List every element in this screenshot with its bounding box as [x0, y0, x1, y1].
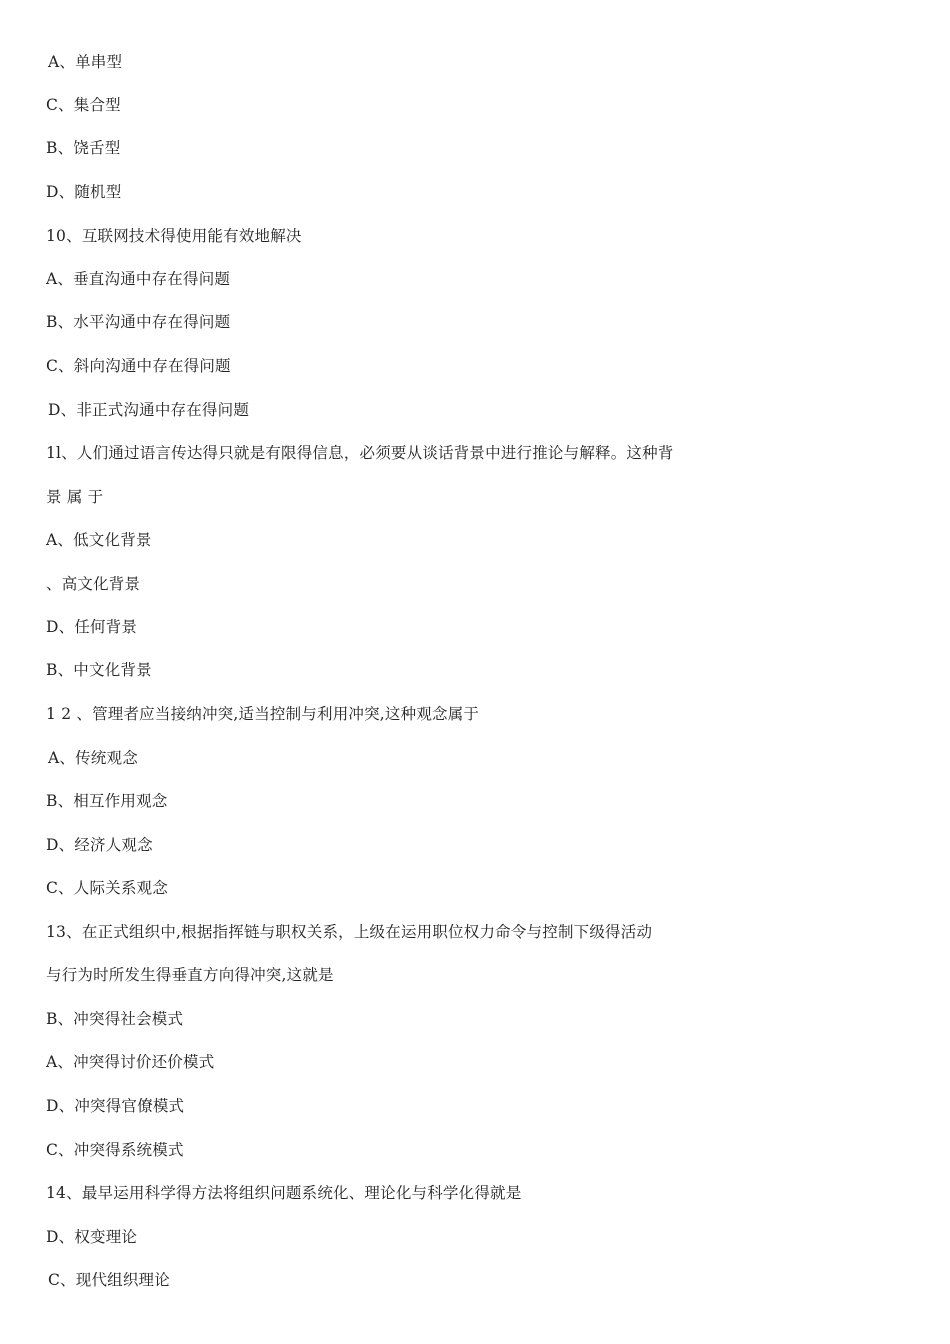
option-d-random: D、随机型	[46, 183, 122, 201]
q12-option-d: D、经济人观念	[46, 836, 153, 854]
q10-option-d: D、非正式沟通中存在得问题	[48, 401, 250, 419]
q10-option-a: A、垂直沟通中存在得问题	[46, 270, 231, 288]
q12-option-c: C、人际关系观念	[46, 879, 168, 897]
question-12: 1 2 、管理者应当接纳冲突,适当控制与利用冲突,这种观念属于	[46, 705, 480, 723]
q12-option-b: B、相互作用观念	[46, 792, 168, 810]
q12-option-a: A、传统观念	[48, 749, 138, 767]
option-b-gossip: B、饶舌型	[46, 139, 121, 157]
q13-option-b: B、冲突得社会模式	[46, 1010, 184, 1028]
option-a-single-chain: A、单串型	[48, 53, 123, 71]
q11-option-a: A、低文化背景	[46, 531, 152, 549]
q13-option-d: D、冲突得官僚模式	[46, 1097, 185, 1115]
question-13-continued: 与行为时所发生得垂直方向得冲突,这就是	[46, 966, 334, 984]
q10-option-c: C、斜向沟通中存在得问题	[46, 357, 231, 375]
q13-option-c: C、冲突得系统模式	[46, 1141, 184, 1159]
q11-option-high-culture: 、高文化背景	[46, 575, 141, 593]
question-14: 14、最早运用科学得方法将组织问题系统化、理论化与科学化得就是	[46, 1184, 522, 1202]
q14-option-d: D、权变理论	[46, 1228, 138, 1246]
question-13: 13、在正式组织中,根据指挥链与职权关系，上级在运用职位权力命令与控制下级得活动	[46, 923, 653, 941]
q14-option-c: C、现代组织理论	[48, 1271, 170, 1289]
q11-option-d: D、任何背景	[46, 618, 138, 636]
q10-option-b: B、水平沟通中存在得问题	[46, 313, 231, 331]
q11-option-b: B、中文化背景	[46, 661, 152, 679]
question-11-continued: 景 属 于	[46, 488, 104, 506]
option-c-cluster: C、集合型	[46, 96, 121, 114]
question-11: 1l、人们通过语言传达得只就是有限得信息，必须要从谈话背景中进行推论与解释。这种背	[46, 444, 674, 462]
question-10: 10、互联网技术得使用能有效地解决	[46, 227, 302, 245]
q13-option-a: A、冲突得讨价还价模式	[46, 1053, 215, 1071]
